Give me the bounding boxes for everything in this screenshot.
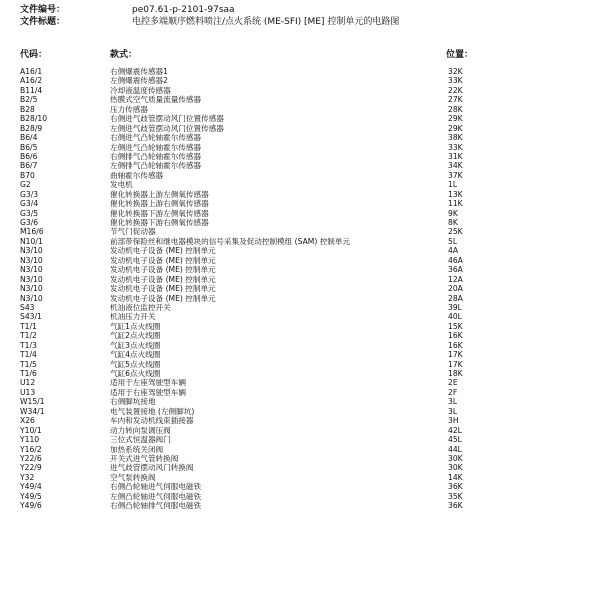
- table-row: [0, 388, 601, 397]
- table-row: [0, 209, 601, 218]
- table-row: [0, 237, 601, 246]
- component-code: G3/3: [20, 189, 39, 199]
- component-code: G2: [20, 180, 31, 190]
- component-position: 32K: [448, 67, 463, 76]
- component-code: N3/10: [20, 293, 43, 303]
- component-position: 29K: [448, 123, 463, 133]
- component-description: 气缸5点火线圈: [110, 359, 161, 369]
- table-row: [0, 284, 601, 293]
- table-row: [0, 331, 601, 340]
- component-description: 右侧凸轮轴进气伺服电磁铁: [110, 482, 202, 492]
- component-description: 适用于左座驾驶型车辆: [110, 378, 186, 388]
- table-row: [0, 360, 601, 369]
- component-code: T1/4: [20, 350, 37, 360]
- component-description: 适用于右座驾驶型车辆: [110, 387, 186, 397]
- component-description: 催化转换器下游右侧氧传感器: [110, 218, 209, 227]
- table-row: [0, 416, 601, 425]
- component-description: 左侧进气歧管摆动风门位置传感器: [110, 123, 224, 133]
- table-row: [0, 397, 601, 406]
- table-row: [0, 501, 601, 510]
- component-description: 动力转向泵调压阀: [110, 425, 171, 435]
- component-position: 33K: [448, 142, 463, 152]
- table-row: [0, 426, 601, 435]
- component-code: B6/5: [20, 142, 38, 152]
- component-description: 气缸6点火线圈: [110, 369, 161, 378]
- component-code: Y110: [20, 435, 40, 445]
- component-position: 40L: [448, 312, 462, 322]
- component-position: 4A: [448, 246, 459, 256]
- component-description: 冷却液温度传感器: [110, 85, 171, 95]
- table-row: [0, 463, 601, 472]
- table-row: [0, 341, 601, 350]
- table-row: [0, 105, 601, 114]
- component-description: 进气歧管摆动风门转换阀: [110, 463, 194, 473]
- component-code: B28/9: [20, 123, 43, 133]
- component-position: 22K: [448, 85, 463, 95]
- component-description: 机油液位监控开关: [110, 302, 171, 312]
- component-position: 11K: [448, 199, 463, 209]
- table-row: [0, 152, 601, 161]
- component-code: A16/2: [20, 76, 43, 86]
- component-position: 3L: [448, 397, 458, 407]
- component-code: G3/4: [20, 199, 39, 209]
- component-code: B28/10: [20, 114, 48, 124]
- component-position: 17K: [448, 359, 463, 369]
- component-code: N3/10: [20, 274, 43, 284]
- table-row: [0, 407, 601, 416]
- table-row: [0, 95, 601, 104]
- component-description: 右侧凸轮轴排气伺服电磁铁: [110, 501, 202, 511]
- component-code: Y49/6: [20, 501, 42, 511]
- component-position: 3L: [448, 406, 458, 416]
- table-row: [0, 199, 601, 208]
- component-code: B28: [20, 104, 35, 114]
- table-row: [0, 454, 601, 463]
- component-code: N3/10: [20, 255, 43, 265]
- component-description: 右侧进气歧管摆动风门位置传感器: [110, 114, 224, 124]
- component-description: 右侧进气凸轮轴霍尔传感器: [110, 133, 202, 143]
- component-code: Y10/1: [20, 425, 42, 435]
- component-code: W15/1: [20, 397, 45, 407]
- component-code: U12: [20, 378, 36, 388]
- component-position: 36A: [448, 265, 463, 275]
- component-description: 左侧进气凸轮轴霍尔传感器: [110, 142, 202, 152]
- component-position: 38K: [448, 133, 463, 143]
- component-code: M16/6: [20, 227, 44, 237]
- component-code: G3/6: [20, 218, 39, 227]
- table-row: [0, 114, 601, 123]
- table-row: [0, 180, 601, 189]
- component-description: 右侧脚坑接地: [110, 397, 156, 407]
- component-description: 右侧排气凸轮轴霍尔传感器: [110, 151, 202, 161]
- component-position: 30K: [448, 453, 463, 463]
- component-position: 39L: [448, 302, 462, 312]
- component-position: 34K: [448, 161, 463, 171]
- component-code: A16/1: [20, 67, 43, 76]
- table-row: [0, 492, 601, 501]
- component-code: T1/3: [20, 340, 37, 350]
- component-code: N3/10: [20, 284, 43, 294]
- component-code: Y49/4: [20, 482, 42, 492]
- component-code: U13: [20, 387, 36, 397]
- table-row: [0, 294, 601, 303]
- component-description: 空气泵转换阀: [110, 472, 156, 482]
- component-description: 电气装置接地 (左侧脚坑): [110, 406, 195, 416]
- component-position: 36K: [448, 482, 463, 492]
- table-row: [0, 435, 601, 444]
- component-code: T1/5: [20, 359, 37, 369]
- component-position: 35K: [448, 491, 463, 501]
- component-code: Y22/6: [20, 453, 42, 463]
- component-code: B11/4: [20, 85, 43, 95]
- component-position: 46A: [448, 255, 463, 265]
- table-row: [0, 124, 601, 133]
- component-position: 20A: [448, 284, 463, 294]
- component-description: 左侧排气凸轮轴霍尔传感器: [110, 161, 202, 171]
- component-position: 3H: [448, 416, 459, 426]
- component-code: Y16/2: [20, 444, 42, 454]
- component-description: 气缸2点火线圈: [110, 331, 161, 341]
- table-row: [0, 171, 601, 180]
- component-code: B70: [20, 170, 35, 180]
- component-position: 9K: [448, 208, 458, 218]
- component-code: Y32: [20, 472, 35, 482]
- component-position: 33K: [448, 76, 463, 86]
- table-row: [0, 312, 601, 321]
- component-position: 28K: [448, 104, 463, 114]
- component-position: 16K: [448, 340, 463, 350]
- component-description: 节气门促动器: [110, 227, 156, 237]
- column-header-description: 款式：: [110, 50, 138, 60]
- component-position: 25K: [448, 227, 463, 237]
- component-position: 14K: [448, 472, 463, 482]
- component-position: 45L: [448, 435, 462, 445]
- component-position: 31K: [448, 151, 463, 161]
- component-position: 5L: [448, 236, 458, 246]
- component-description: 催化转换器上游左侧氧传感器: [110, 189, 209, 199]
- table-row: [0, 161, 601, 170]
- component-code: B6/4: [20, 133, 38, 143]
- table-row: [0, 322, 601, 331]
- table-row: [0, 482, 601, 491]
- table-row: [0, 445, 601, 454]
- table-row: [0, 86, 601, 95]
- component-code: Y22/9: [20, 463, 42, 473]
- column-header-position: 位置：: [446, 50, 474, 60]
- component-position: 17K: [448, 350, 463, 360]
- component-code: T1/2: [20, 331, 37, 341]
- component-position: 8K: [448, 218, 458, 227]
- component-position: 1L: [448, 180, 458, 190]
- component-description: 左侧爆震传感器2: [110, 76, 168, 86]
- component-code: B2/5: [20, 95, 38, 105]
- component-description: 曲轴霍尔传感器: [110, 170, 164, 180]
- component-description: 机油压力开关: [110, 312, 156, 322]
- component-code: W34/1: [20, 406, 45, 416]
- component-description: 发电机: [110, 180, 133, 190]
- component-code: S43: [20, 302, 35, 312]
- component-description: 压力传感器: [110, 104, 148, 114]
- table-row: [0, 143, 601, 152]
- component-position: 28A: [448, 293, 463, 303]
- component-code: N3/10: [20, 246, 43, 256]
- doc-title-label: 文件标题：: [20, 17, 66, 27]
- table-row: [0, 275, 601, 284]
- component-description: 发动机电子设备 (ME) 控制单元: [110, 293, 216, 303]
- table-row: [0, 76, 601, 85]
- component-code: S43/1: [20, 312, 42, 322]
- table-row: [0, 350, 601, 359]
- component-description: 开关式进气管转换阀: [110, 453, 179, 463]
- table-row: [0, 473, 601, 482]
- component-position: 30K: [448, 463, 463, 473]
- component-code: T1/1: [20, 321, 37, 331]
- component-code: G3/5: [20, 208, 39, 218]
- component-code: T1/6: [20, 369, 37, 378]
- component-code: X26: [20, 416, 35, 426]
- component-list: [0, 67, 601, 511]
- component-description: 左侧凸轮轴进气伺服电磁铁: [110, 491, 202, 501]
- table-row: [0, 256, 601, 265]
- table-row: [0, 246, 601, 255]
- table-row: [0, 265, 601, 274]
- component-position: 12A: [448, 274, 463, 284]
- component-code: N10/1: [20, 236, 43, 246]
- component-description: 车内和发动机线束插接器: [110, 416, 194, 426]
- column-header-code: 代码：: [20, 50, 48, 60]
- component-description: 发动机电子设备 (ME) 控制单元: [110, 274, 216, 284]
- component-position: 44L: [448, 444, 462, 454]
- component-position: 15K: [448, 321, 463, 331]
- component-code: N3/10: [20, 265, 43, 275]
- component-position: 42L: [448, 425, 462, 435]
- component-description: 前部带保险丝和继电器模块的信号采集及促动控制模组 (SAM) 控制单元: [110, 236, 351, 246]
- component-position: 27K: [448, 95, 463, 105]
- table-row: [0, 67, 601, 76]
- table-row: [0, 227, 601, 236]
- component-code: B6/6: [20, 151, 38, 161]
- component-code: B6/7: [20, 161, 38, 171]
- doc-number-label: 文件编号：: [20, 5, 66, 15]
- component-description: 催化转换器上游右侧氧传感器: [110, 199, 209, 209]
- component-description: 右侧爆震传感器1: [110, 67, 168, 76]
- component-position: 36K: [448, 501, 463, 511]
- component-description: 催化转换器下游左侧氧传感器: [110, 208, 209, 218]
- component-position: 16K: [448, 331, 463, 341]
- component-description: 气缸1点火线圈: [110, 321, 161, 331]
- component-code: Y49/5: [20, 491, 42, 501]
- component-description: 三位式恒温器阀门: [110, 435, 171, 445]
- component-description: 气缸4点火线圈: [110, 350, 161, 360]
- component-description: 发动机电子设备 (ME) 控制单元: [110, 255, 216, 265]
- table-row: [0, 369, 601, 378]
- table-row: [0, 303, 601, 312]
- component-position: 29K: [448, 114, 463, 124]
- component-position: 18K: [448, 369, 463, 378]
- table-row: [0, 133, 601, 142]
- component-position: 2F: [448, 387, 458, 397]
- table-row: [0, 218, 601, 227]
- component-description: 热膜式空气质量流量传感器: [110, 95, 202, 105]
- table-row: [0, 378, 601, 387]
- component-position: 2E: [448, 378, 458, 388]
- component-position: 37K: [448, 170, 463, 180]
- component-description: 发动机电子设备 (ME) 控制单元: [110, 284, 216, 294]
- table-row: [0, 190, 601, 199]
- component-description: 气缸3点火线圈: [110, 340, 161, 350]
- doc-title-value: 电控多端顺序燃料喷注/点火系统 (ME-SFI) [ME] 控制单元的电路图: [132, 17, 400, 27]
- component-position: 13K: [448, 189, 463, 199]
- component-description: 发动机电子设备 (ME) 控制单元: [110, 246, 216, 256]
- component-description: 发动机电子设备 (ME) 控制单元: [110, 265, 216, 275]
- component-description: 加热系统关闭阀: [110, 444, 164, 454]
- doc-number-value: pe07.61-p-2101-97saa: [132, 5, 235, 15]
